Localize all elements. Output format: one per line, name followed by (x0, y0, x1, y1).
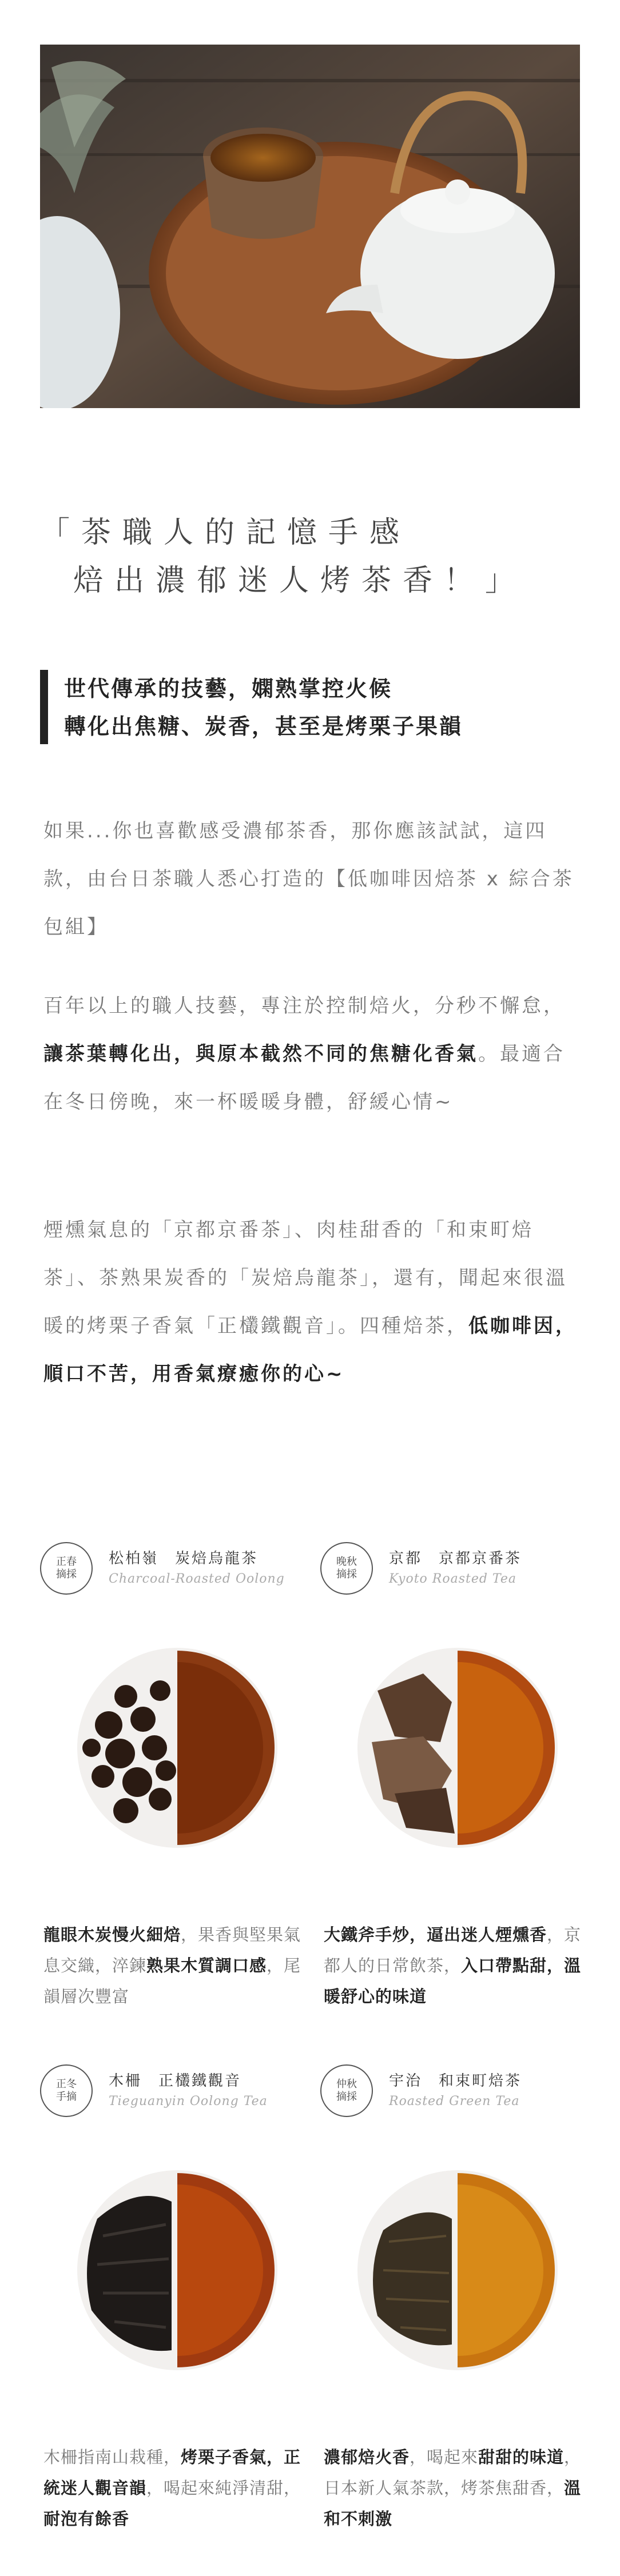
craft-paragraph (43, 982, 581, 1126)
teas-text-b: 低咖啡因，順口不苦，用香氣療癒你的心~ (43, 1315, 577, 1385)
tea-name-en: Charcoal-Roasted Oolong (109, 1572, 285, 1586)
tea-name-en: Roasted Green Tea (389, 2094, 520, 2108)
tea-name-en: Kyoto Roasted Tea (389, 1572, 517, 1586)
tea-name: 宇治 和束町焙茶 (389, 2072, 522, 2090)
intro-paragraph: 如果...你也喜歡感受濃郁茶香，那你應該試試，這四款，由台日茶職人悉心打造的【低咖啡因焙茶 x 綜合茶包組】 (43, 820, 574, 938)
season-badge: 正冬 手摘 (40, 2064, 93, 2117)
craft-text-b: 讓茶葉轉化出，與原本截然不同的焦糖化香氣 (43, 1043, 478, 1065)
tea-description: 龍眼木炭慢火細焙，果香與堅果氣息交織，淬鍊熟果木質調口感，尾韻層次豐富 (43, 1925, 301, 2006)
tea-card-kyoto-bancha (320, 1542, 583, 2006)
craft-text-a: 百年以上的職人技藝，專注於控制焙火，分秒不懈怠， (43, 995, 565, 1017)
tea-leaves-and-cup-photo (57, 1628, 297, 1868)
quote-line-2: 焙出濃郁迷人烤茶香！」 (73, 564, 527, 598)
quote-line-1: 「茶職人的記憶手感 (40, 516, 411, 550)
season-badge: 晚秋 摘採 (320, 1542, 373, 1595)
lead-heading (40, 670, 580, 745)
teas-text-a: 煙燻氣息的「京都京番茶」、肉桂甜香的「和束町焙茶」、茶熟果炭香的「炭焙烏龍茶」，還有，聞起來很溫暖的烤栗子香氣「正欉鐵觀音」。四種焙茶， (43, 1219, 567, 1337)
tea-name: 松柏嶺 炭焙烏龍茶 (109, 1550, 259, 1567)
season-badge: 正春 摘採 (40, 1542, 93, 1595)
tea-name-en: Tieguanyin Oolong Tea (109, 2094, 268, 2108)
quote-block (40, 509, 580, 605)
tea-card-wazuka-hojicha (320, 2064, 583, 2529)
tea-card-tieguanyin (40, 2064, 303, 2529)
tea-leaves-and-cup-photo (337, 2150, 578, 2390)
season-badge: 仲秋 摘採 (320, 2064, 373, 2117)
tea-leaves-and-cup-photo (57, 2150, 297, 2390)
hero-photo (40, 45, 580, 408)
tea-name: 京都 京都京番茶 (389, 1550, 522, 1567)
tea-description: 濃郁焙火香，喝起來甜甜的味道，日本新人氣茶款，烤茶焦甜香，溫和不刺激 (324, 2447, 582, 2529)
craft-text-c: 。最適合在冬日傍晚，來一杯暖暖身體，舒緩心情~ (43, 1043, 565, 1113)
tea-description: 木柵指南山栽種，烤栗子香氣，正統迷人觀音韻，喝起來純淨清甜，耐泡有餘香 (43, 2447, 301, 2529)
lead-line-2: 轉化出焦糖、炭香，甚至是烤栗子果韻 (64, 714, 463, 739)
lead-line-1: 世代傳承的技藝，嫻熟掌控火候 (64, 676, 393, 701)
tea-name: 木柵 正欉鐵觀音 (109, 2072, 242, 2090)
tea-description: 大鐵斧手炒，逼出迷人煙燻香，京都人的日常飲茶，入口帶點甜，溫暖舒心的味道 (324, 1925, 582, 2006)
teas-paragraph (43, 1206, 581, 1398)
tea-card-charcoal-oolong (40, 1542, 303, 2006)
tea-leaves-and-cup-photo (337, 1628, 578, 1868)
